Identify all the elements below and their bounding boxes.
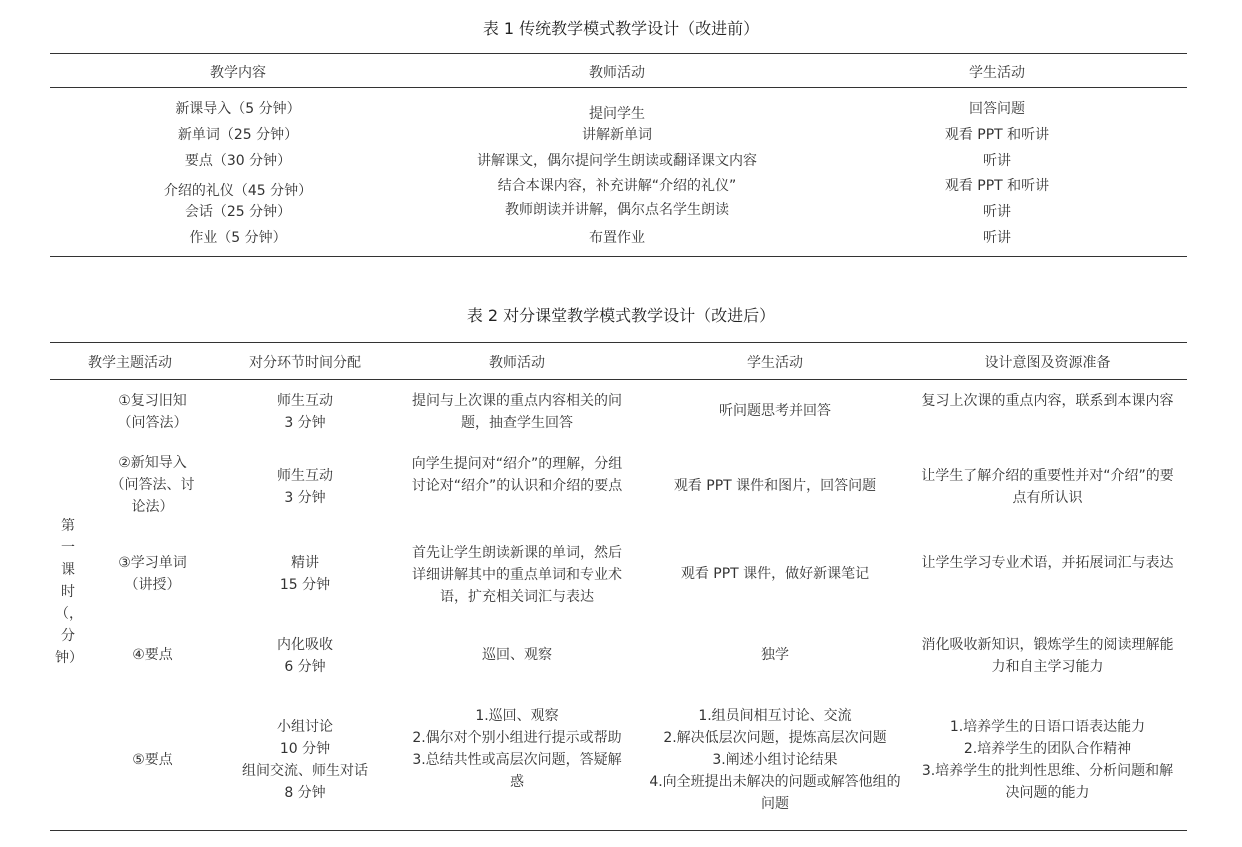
table2-row-teacher: 巡回、观察 <box>482 647 552 663</box>
table2-row-time: 师生互动 3 分钟 <box>277 393 333 431</box>
table2-row-activity: ④要点 <box>132 647 173 663</box>
table1-bottom-rule <box>50 256 1187 257</box>
table2-row-student: 1.组员间相互讨论、交流 2.解决低层次问题，提炼高层次问题 3.阐述小组讨论结果 4.向全班提出未解决的问题或解答他组的问题 <box>649 708 901 812</box>
table1-row-content: 介绍的礼仪（45 分钟） <box>163 183 313 199</box>
table1-row-teacher: 讲解课文，偶尔提问学生朗读或翻译课文内容 <box>477 153 757 169</box>
table1-row-content: 新课导入（5 分钟） <box>175 101 301 117</box>
table1-row-content: 要点（30 分钟） <box>184 153 292 169</box>
table2-row-teacher: 首先让学生朗读新课的单词，然后详细讲解其中的重点单词和专业术语，扩充相关词汇与表达 <box>412 545 622 605</box>
table2-row-student: 独学 <box>761 647 789 663</box>
table1-header-content: 教学内容 <box>210 65 266 81</box>
table1-row-student: 听讲 <box>983 153 1011 169</box>
table1-row-student: 听讲 <box>983 204 1011 220</box>
table2-row-teacher: 提问与上次课的重点内容相关的问题，抽查学生回答 <box>412 393 622 431</box>
table2-header-activity: 教学主题活动 <box>88 355 172 371</box>
table2-bottom-rule <box>50 830 1187 831</box>
table2-row-student: 听问题思考并回答 <box>719 403 831 419</box>
table2-header-student: 学生活动 <box>747 355 803 371</box>
table2-header-design: 设计意图及资源准备 <box>984 355 1111 371</box>
period-label: 第一课时（，分钟） <box>55 518 83 666</box>
table2-row-teacher: 向学生提问对“绍介”的理解，分组讨论对“绍介”的认识和介绍的要点 <box>411 456 623 494</box>
table2-header-rule <box>50 379 1187 380</box>
table1-row-content: 会话（25 分钟） <box>184 204 292 220</box>
table2-row-time: 师生互动 3 分钟 <box>277 468 333 506</box>
table2-row-student: 观看 PPT 课件，做好新课笔记 <box>680 566 870 582</box>
table2-top-rule <box>50 342 1187 343</box>
table2-row-time: 小组讨论 10 分钟 组间交流、师生对话 8 分钟 <box>242 719 368 801</box>
table1-row-teacher: 布置作业 <box>589 230 645 246</box>
table2-row-design: 1.培养学生的日语口语表达能力 2.培养学生的团队合作精神 3.培养学生的批判性思维、分析问题和解决问题的能力 <box>921 719 1174 801</box>
table1-top-rule <box>50 53 1187 54</box>
table1-row-content: 新单词（25 分钟） <box>177 127 299 143</box>
table2-row-activity: ①复习旧知 （问答法） <box>117 393 188 431</box>
table1-row-teacher: 结合本课内容，补充讲解“介绍的礼仪” <box>497 178 737 194</box>
table2-row-design: 复习上次课的重点内容，联系到本课内容 <box>921 393 1174 409</box>
table2-row-design: 消化吸收新知识，锻炼学生的阅读理解能力和自主学习能力 <box>921 637 1174 675</box>
table2-row-activity: ③学习单词 （讲授） <box>118 555 187 593</box>
table1-row-teacher: 提问学生 <box>589 106 645 122</box>
table1-row-content: 作业（5 分钟） <box>189 230 287 246</box>
table2-row-time: 精讲 15 分钟 <box>279 555 331 593</box>
table2-row-design: 让学生了解介绍的重要性并对“介绍”的要点有所认识 <box>921 468 1174 506</box>
table2-row-activity: ⑤要点 <box>132 752 173 768</box>
table2-row-time: 内化吸收 6 分钟 <box>277 637 333 675</box>
table1-header-rule <box>50 87 1187 88</box>
table1-row-student: 听讲 <box>983 230 1011 246</box>
table1-header-student: 学生活动 <box>969 65 1025 81</box>
table1-row-teacher: 讲解新单词 <box>582 127 652 143</box>
table2-header-teacher: 教师活动 <box>489 355 545 371</box>
table1-row-student: 观看 PPT 和听讲 <box>944 127 1050 143</box>
table1-header-teacher: 教师活动 <box>589 65 645 81</box>
table1-row-teacher: 教师朗读并讲解，偶尔点名学生朗读 <box>505 202 729 218</box>
table2-header-time: 对分环节时间分配 <box>249 355 361 371</box>
table2-caption: 表 2 对分课堂教学模式教学设计（改进后） <box>466 306 776 325</box>
table1-row-student: 回答问题 <box>969 101 1025 117</box>
table1-caption: 表 1 传统教学模式教学设计（改进前） <box>482 19 760 38</box>
table2-row-activity: ②新知导入 （问答法、讨论法） <box>110 455 195 515</box>
table2-row-teacher: 1.巡回、观察 2.偶尔对个别小组进行提示或帮助 3.总结共性或高层次问题，答疑解惑 <box>412 708 622 790</box>
table2-row-design: 让学生学习专业术语，并拓展词汇与表达 <box>921 555 1174 571</box>
table2-row-student: 观看 PPT 课件和图片，回答问题 <box>673 478 877 494</box>
table1-row-student: 观看 PPT 和听讲 <box>944 178 1050 194</box>
